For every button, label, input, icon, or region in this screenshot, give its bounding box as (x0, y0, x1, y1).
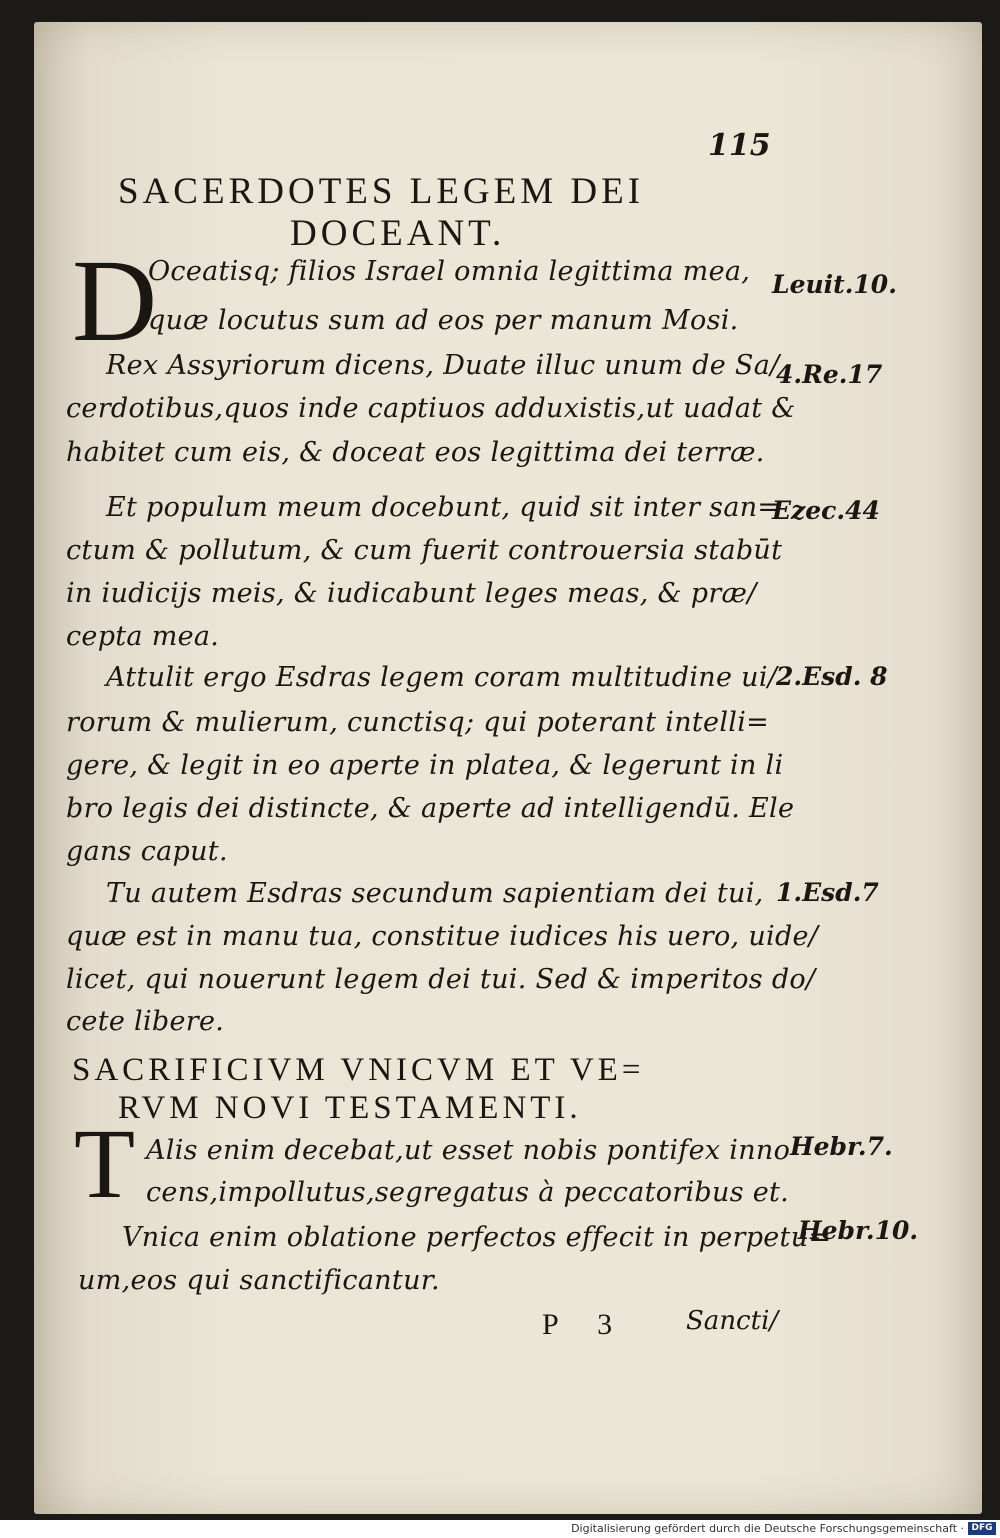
drop-cap-initial-t: T (74, 1108, 136, 1219)
text-line: quæ est in manu tua, constitue iudices his uero, uide/ (66, 921, 819, 952)
text-line: in iudicijs meis, & iudicabunt leges meas, & præ/ (66, 578, 757, 609)
signature-mark: P 3 (542, 1308, 629, 1341)
margin-reference: 2.Esd. 8 (776, 662, 888, 691)
footer-credit: Digitalisierung gefördert durch die Deutsche Forschungsgemeinschaft · (571, 1522, 964, 1535)
text-line: Tu autem Esdras secundum sapientiam dei tui, (106, 878, 764, 909)
section-heading-1-line-2: DOCEANT. (290, 213, 506, 254)
section-heading-2-line-1: SACRIFICIVM VNICVM ET VE= (72, 1052, 645, 1088)
text-line: cerdotibus,quos inde captiuos adduxistis,ut uadat & (66, 393, 796, 424)
text-line: bro legis dei distincte, & aperte ad intelligendū. Ele (66, 793, 795, 824)
margin-reference: Leuit.10. (772, 270, 897, 299)
text-line: cete libere. (66, 1006, 225, 1037)
text-line: Et populum meum docebunt, quid sit inter san= (106, 492, 781, 523)
section-heading-1-line-1: SACERDOTES LEGEM DEI (118, 171, 645, 212)
margin-reference: 4.Re.17 (776, 360, 883, 389)
text-line: rorum & mulierum, cunctisq; qui poterant intelli= (66, 707, 770, 738)
section-heading-2-line-2: RVM NOVI TESTAMENTI. (118, 1090, 582, 1126)
text-line: licet, qui nouerunt legem dei tui. Sed & imperitos do/ (66, 964, 816, 995)
margin-reference: Ezec.44 (772, 496, 880, 525)
page-number: 115 (708, 128, 771, 163)
text-line: quæ locutus sum ad eos per manum Mosi. (148, 305, 739, 336)
text-line: gere, & legit in eo aperte in platea, & legerunt in li (66, 750, 784, 781)
catchword: Sancti/ (686, 1306, 779, 1336)
text-line: cens,impollutus,segregatus à peccatoribus et. (146, 1177, 790, 1208)
text-line: Rex Assyriorum dicens, Duate illuc unum de Sa/ (106, 350, 780, 381)
text-line: um,eos qui sanctificantur. (78, 1265, 440, 1296)
text-line: Attulit ergo Esdras legem coram multitudine ui/ (106, 662, 778, 693)
text-line: Vnica enim oblatione perfectos effecit in perpetu= (122, 1222, 832, 1253)
text-line: Alis enim decebat,ut esset nobis pontifex inno (146, 1135, 791, 1166)
digitization-footer (0, 1520, 1000, 1538)
text-line: ctum & pollutum, & cum fuerit controuersia stabūt (66, 535, 783, 566)
text-line: Oceatisq; filios Israel omnia legittima mea, (148, 256, 751, 287)
drop-cap-initial-d: D (72, 235, 158, 366)
text-line: habitet cum eis, & doceat eos legittima dei terræ. (66, 437, 765, 468)
margin-reference: 1.Esd.7 (776, 878, 879, 907)
margin-reference: Hebr.10. (798, 1216, 919, 1245)
text-line: gans caput. (66, 836, 228, 867)
book-page (34, 22, 982, 1514)
dfg-logo-icon: DFG (968, 1522, 996, 1535)
margin-reference: Hebr.7. (790, 1132, 893, 1161)
text-line: cepta mea. (66, 621, 220, 652)
